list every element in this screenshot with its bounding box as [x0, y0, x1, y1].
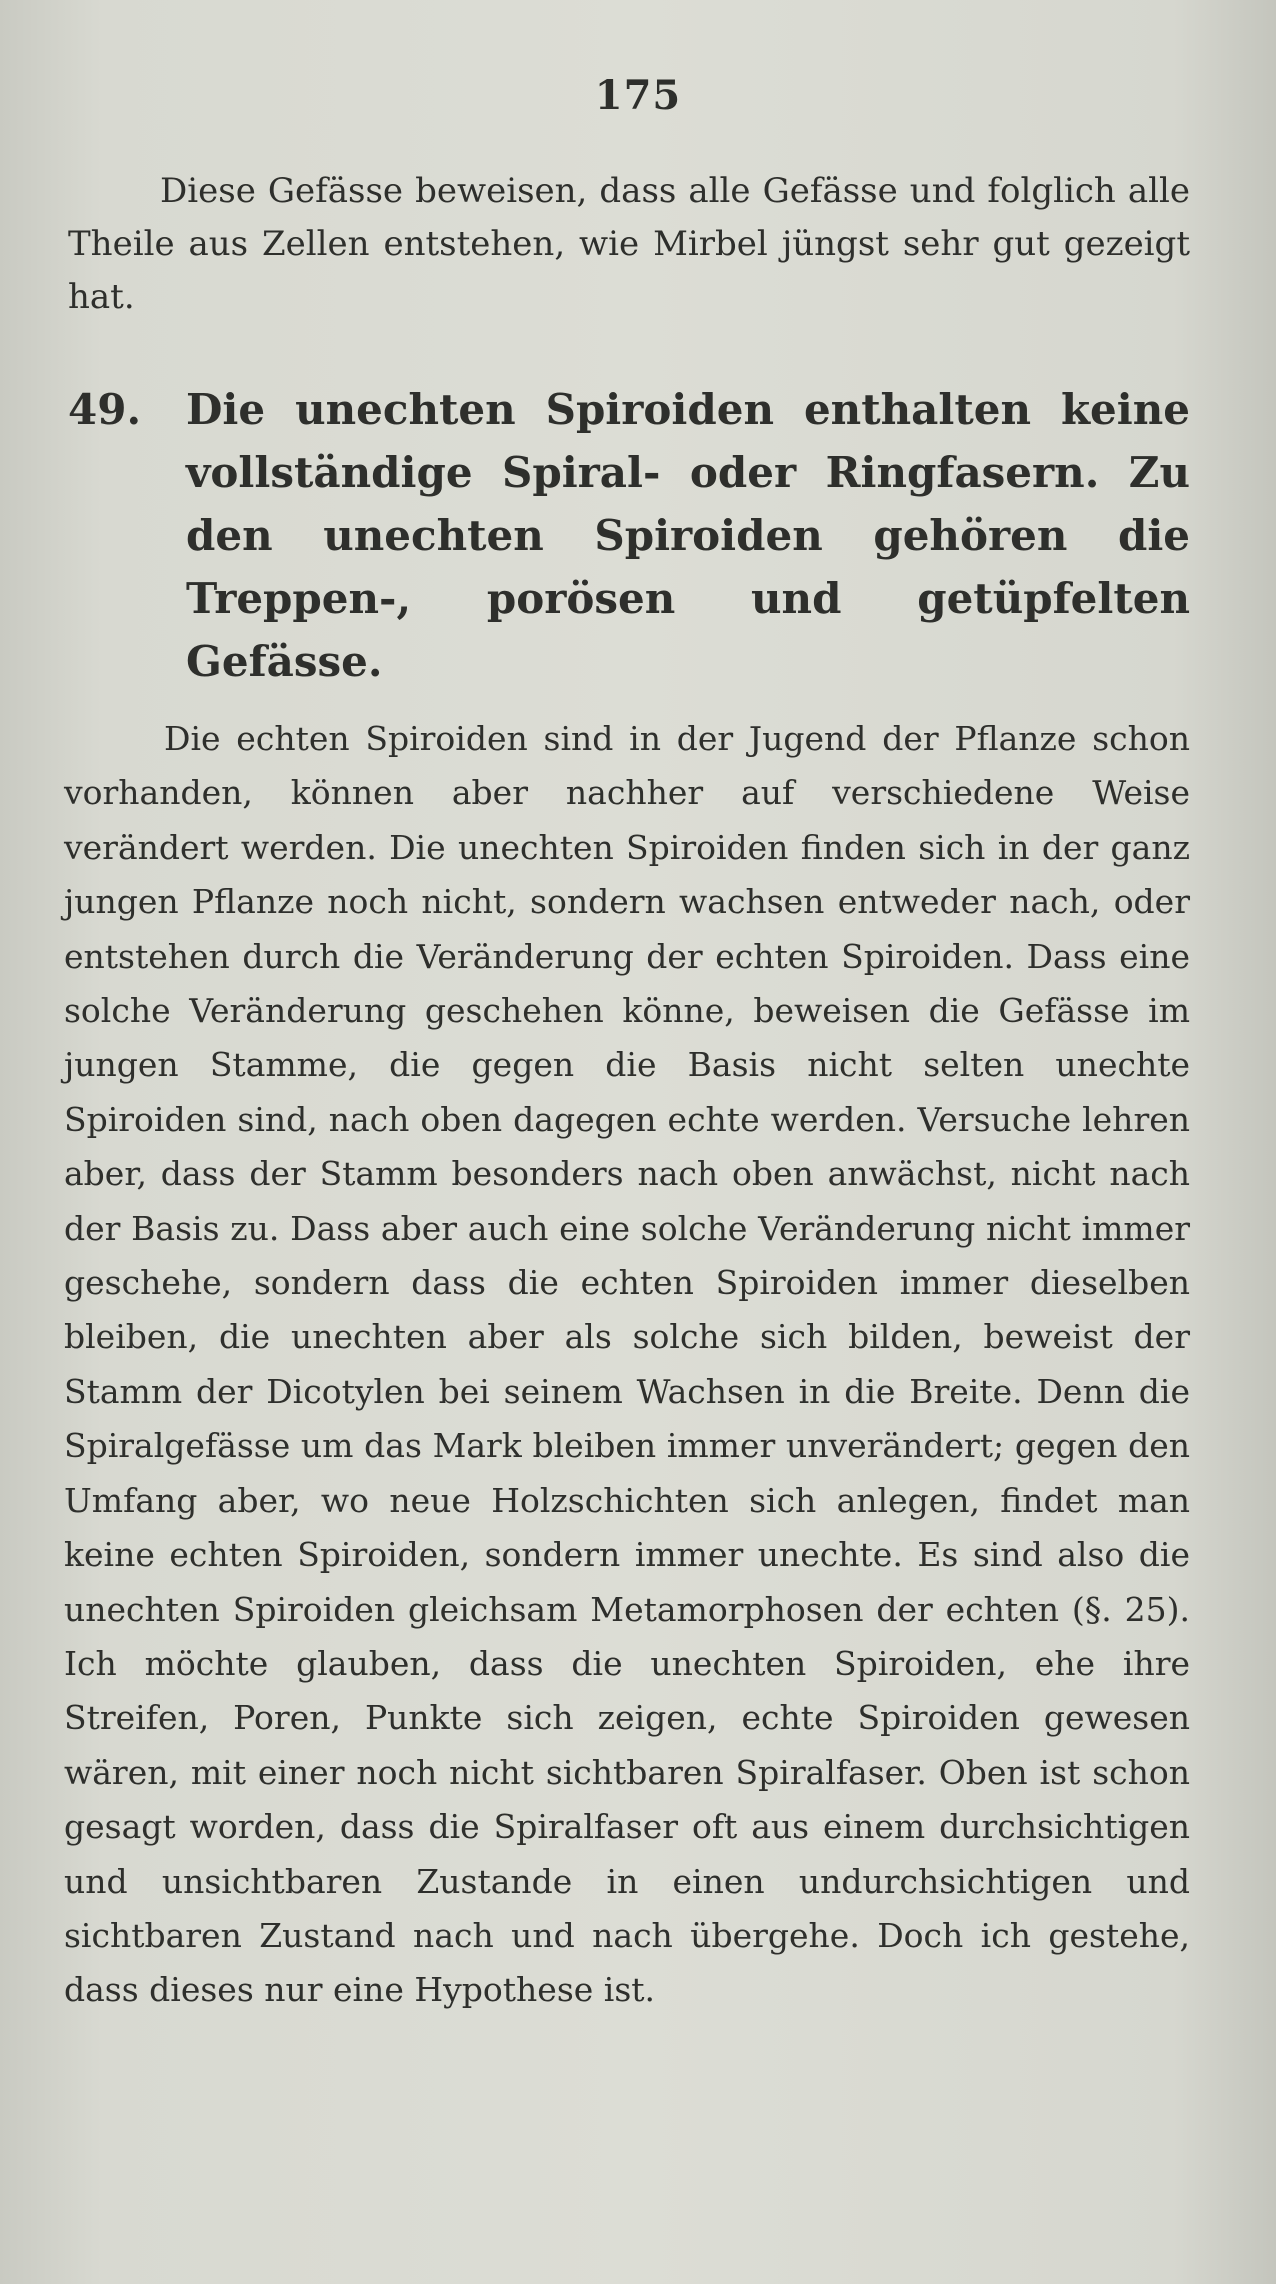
- section-number: 49.: [68, 385, 142, 434]
- section-body-paragraph: Die echten Spiroiden sind in der Jugend der Pflanze schon vorhanden, können aber nachher auf verschiedene Weise verändert werden. Die unechten Spiroiden finden sich in der ganz jungen Pflanze noch nicht, sondern wachsen entweder nach, oder entstehen durch die Veränderung der echten Spiroiden. Dass eine solche Veränderung geschehen könne, beweisen die Gefässe im jungen Stamme, die gegen die Basis nicht selten unechte Spiroiden sind, nach oben dagegen echte werden. Versuche lehren aber, dass der Stamm besonders nach oben anwächst, nicht nach der Basis zu. Dass aber auch eine solche Veränderung nicht immer geschehe, sondern dass die echten Spiroiden immer dieselben bleiben, die unechten aber als solche sich bilden, beweist der Stamm der Dicotylen bei seinem Wachsen in die Breite. Denn die Spiralgefässe um das Mark bleiben immer unverändert; gegen den Umfang aber, wo neue Holzschichten sich anlegen, findet man keine echten Spiroiden, sondern immer unechte. Es sind also die unechten Spiroiden gleichsam Metamorphosen der echten (§. 25). Ich möchte glauben, dass die unechten Spiroiden, ehe ihre Streifen, Poren, Punkte sich zeigen, echte Spiroiden gewesen wären, mit einer noch nicht sichtbaren Spiralfaser. Oben ist schon gesagt worden, dass die Spiralfaser oft aus einem durchsichtigen und unsichtbaren Zustande in einen undurchsichtigen und sichtbaren Zustand nach und nach übergehe. Doch ich gestehe, dass dieses nur eine Hypothese ist.: [64, 719, 1190, 2010]
- section-heading: [68, 378, 1190, 693]
- section-heading-text: Die unechten Spiroiden enthalten keine vollständige Spiral- oder Ringfasern. Zu den unechten Spiroiden gehören die Treppen-, porösen und getüpfelten Gefässe.: [186, 385, 1190, 686]
- intro-paragraph-block: [68, 165, 1190, 324]
- section-body-block: [64, 712, 1190, 2018]
- page-number: 175: [594, 72, 682, 119]
- intro-paragraph: Diese Gefässe beweisen, dass alle Gefässe und folglich alle Theile aus Zellen entstehen, wie Mirbel jüngst sehr gut gezeigt hat.: [68, 171, 1190, 317]
